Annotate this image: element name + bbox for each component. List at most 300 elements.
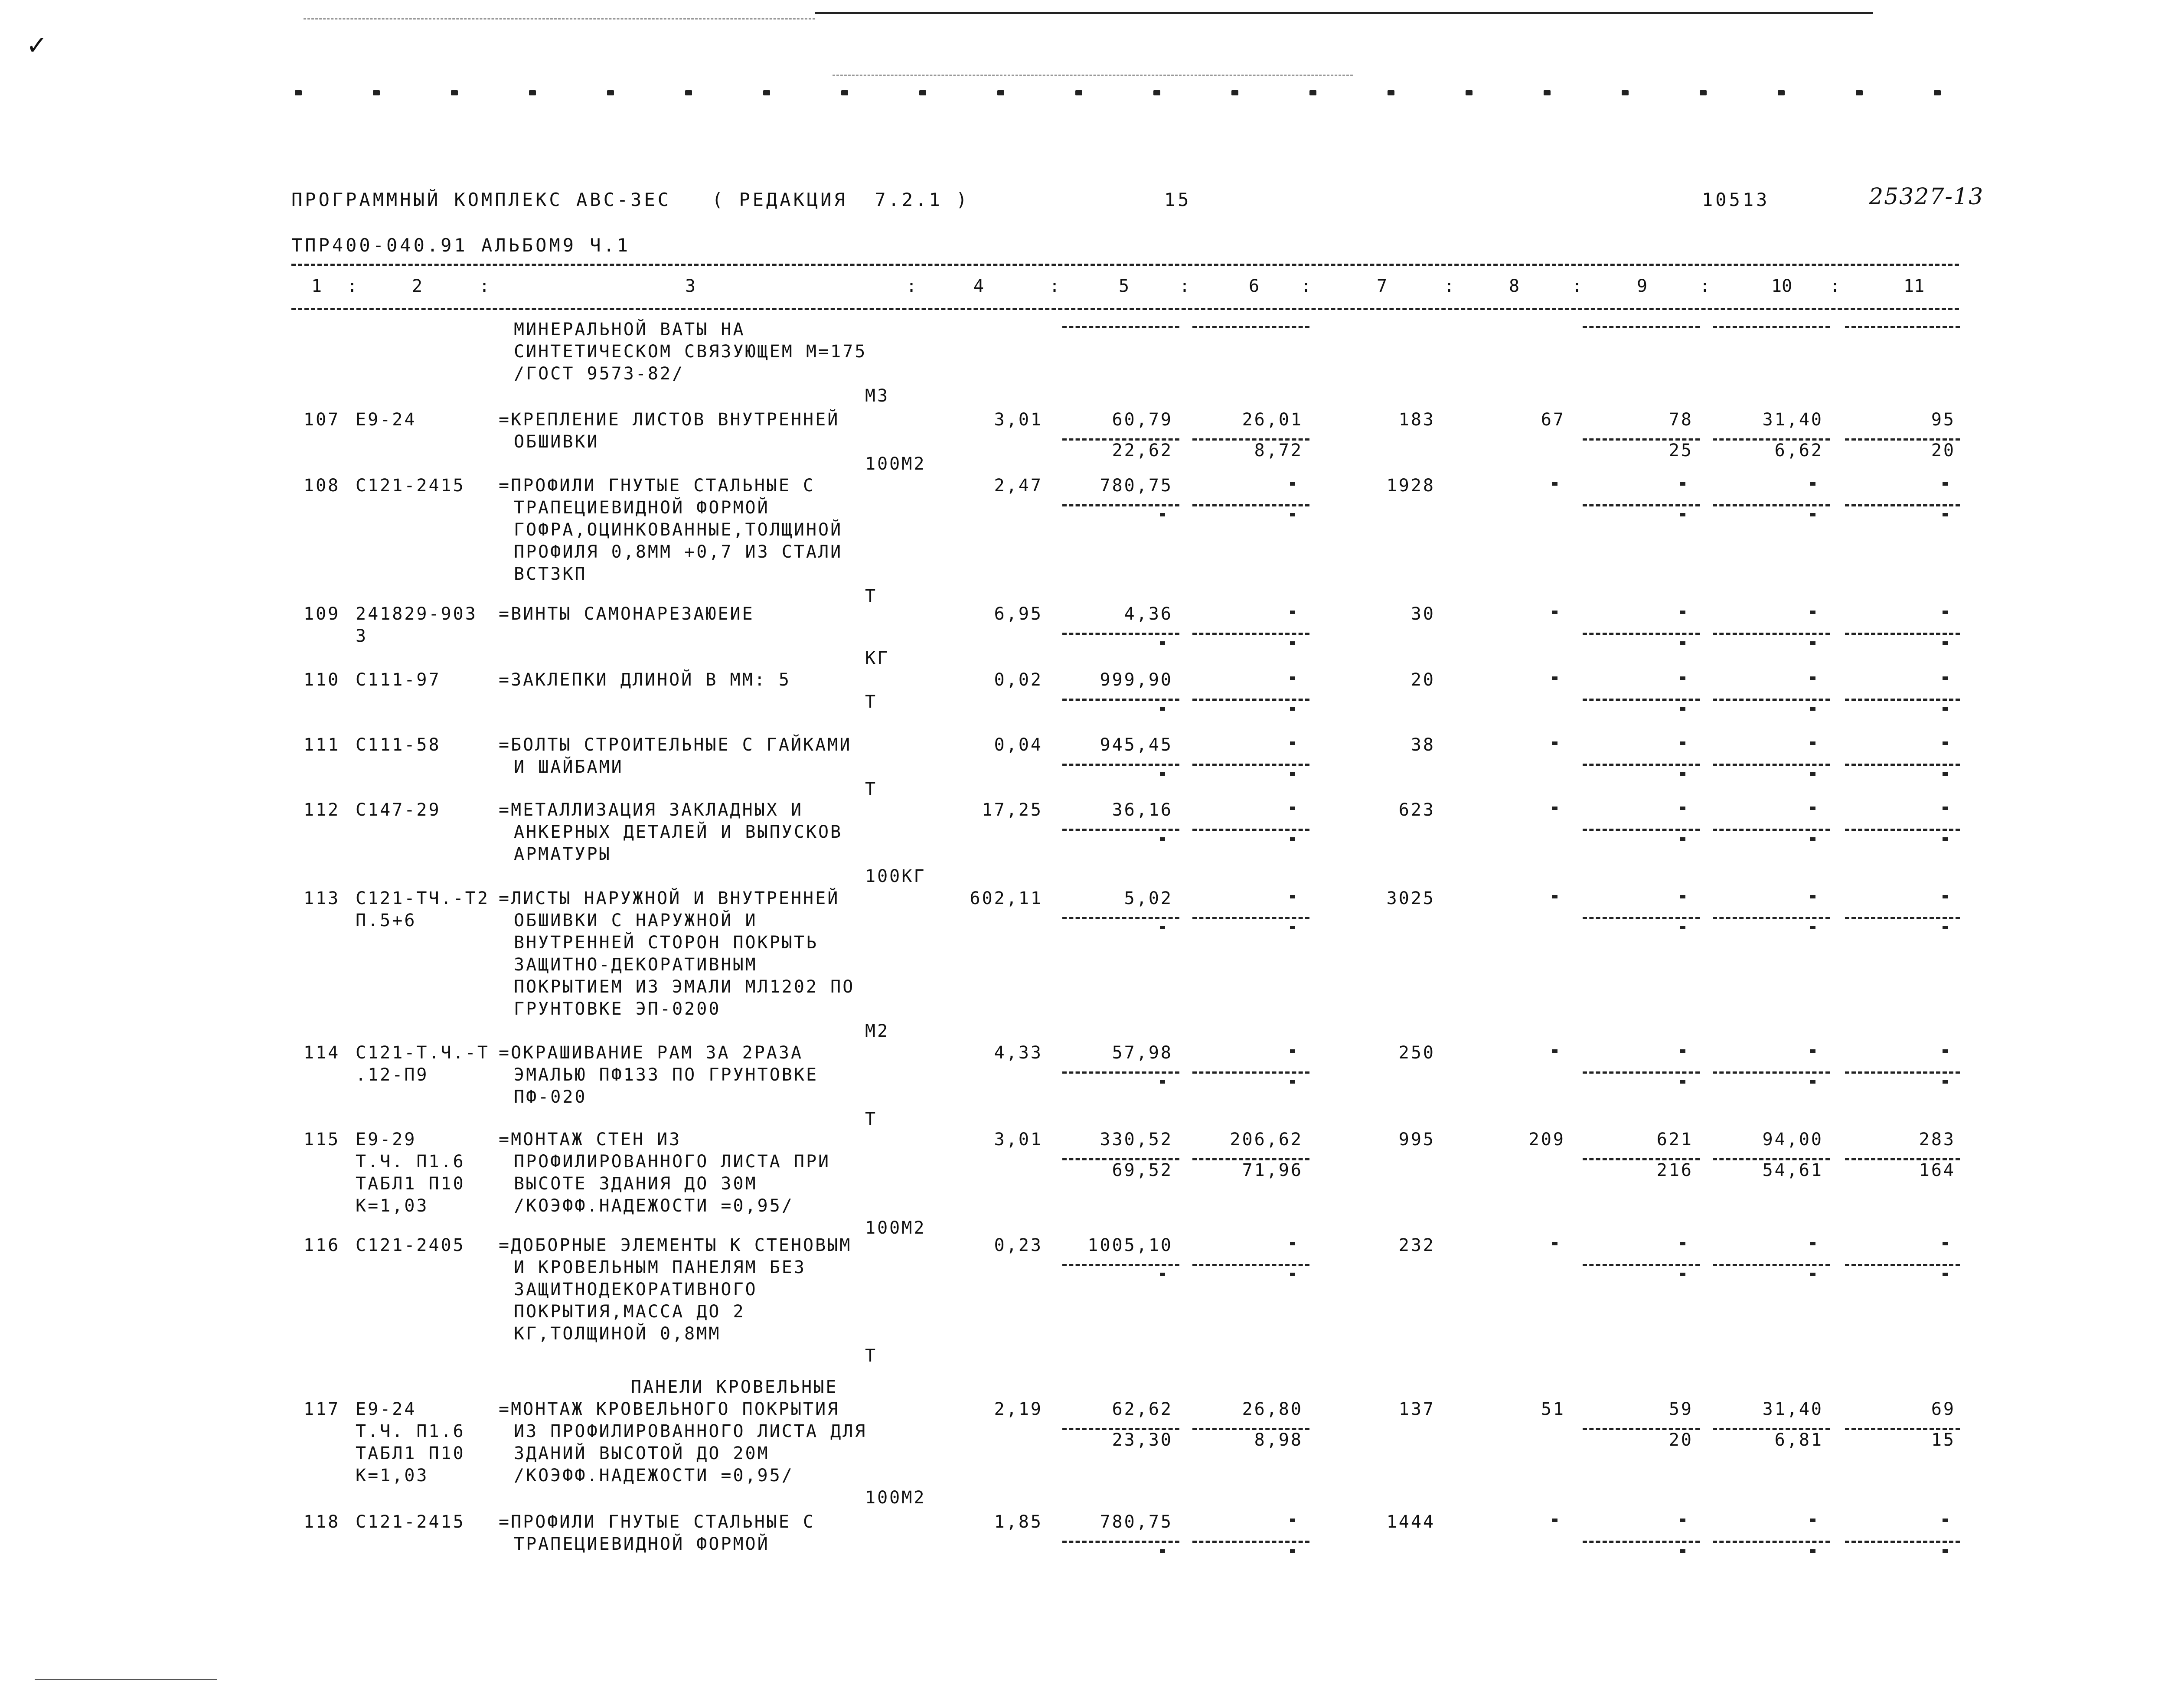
work-description: /ГОСТ 9573-82/ bbox=[514, 364, 685, 384]
empty-value-mark bbox=[1810, 513, 1815, 516]
value-col-c6b: 8,72 bbox=[1254, 441, 1303, 460]
empty-value-mark bbox=[1290, 895, 1295, 898]
row-number: 108 bbox=[304, 476, 340, 496]
work-description: ЗАЩИТНО-ДЕКОРАТИВНЫМ bbox=[514, 955, 757, 975]
value-col-qty: 3,01 bbox=[994, 1130, 1043, 1150]
value-col-c9: 621 bbox=[1656, 1130, 1693, 1150]
empty-value-mark bbox=[1290, 1049, 1295, 1053]
column-header-3: 3 bbox=[685, 276, 696, 296]
empty-value-mark bbox=[1552, 1049, 1557, 1053]
empty-value-mark bbox=[1810, 837, 1815, 841]
work-description: И КРОВЕЛЬНЫМ ПАНЕЛЯМ БЕЗ bbox=[514, 1257, 806, 1277]
norm-code: К=1,03 bbox=[356, 1196, 429, 1216]
work-description: ПРОФИЛЯ 0,8ММ +0,7 ИЗ СТАЛИ bbox=[514, 542, 843, 562]
subtotal-rule bbox=[1845, 699, 1960, 701]
empty-value-mark bbox=[1680, 807, 1685, 810]
value-col-c5: 62,62 bbox=[1112, 1399, 1173, 1419]
subtotal-rule bbox=[1713, 1541, 1830, 1543]
norm-code: ТАБЛ1 П10 bbox=[356, 1174, 465, 1194]
column-header-5: 5 bbox=[1119, 276, 1130, 296]
empty-value-mark bbox=[1552, 1519, 1557, 1522]
subtotal-rule bbox=[1713, 829, 1830, 831]
empty-value-mark bbox=[1810, 1519, 1815, 1522]
empty-value-mark bbox=[1943, 772, 1948, 776]
value-col-qty: 4,33 bbox=[994, 1043, 1043, 1063]
value-col-c9: 59 bbox=[1668, 1399, 1693, 1419]
column-separator: : bbox=[479, 276, 490, 296]
row-number: 114 bbox=[304, 1043, 340, 1063]
subtotal-rule bbox=[1062, 829, 1179, 831]
value-col-c10: 94,00 bbox=[1762, 1130, 1823, 1150]
empty-value-mark bbox=[1680, 895, 1685, 898]
subtotal-rule bbox=[1192, 829, 1309, 831]
subtotal-rule bbox=[1062, 917, 1179, 919]
value-col-c11: 69 bbox=[1931, 1399, 1956, 1419]
empty-value-mark bbox=[1290, 611, 1295, 614]
value-col-qty: 1,85 bbox=[994, 1512, 1043, 1532]
row-number: 116 bbox=[304, 1235, 340, 1255]
empty-value-mark bbox=[1290, 772, 1295, 776]
work-description: И ШАЙБАМИ bbox=[514, 757, 624, 777]
subtotal-rule bbox=[1845, 764, 1960, 766]
value-col-c10b: 6,62 bbox=[1774, 441, 1823, 460]
value-col-c9b: 20 bbox=[1668, 1430, 1693, 1450]
work-description: =ПРОФИЛИ ГНУТЫЕ СТАЛЬНЫЕ С bbox=[499, 476, 816, 496]
subtotal-rule bbox=[1192, 764, 1309, 766]
empty-value-mark bbox=[1810, 895, 1815, 898]
empty-value-mark bbox=[1680, 741, 1685, 745]
subtotal-rule bbox=[1713, 504, 1830, 506]
norm-code: Т.Ч. П1.6 bbox=[356, 1152, 465, 1172]
row-number: 112 bbox=[304, 800, 340, 820]
row-number: 117 bbox=[304, 1399, 340, 1419]
subtotal-rule bbox=[1583, 699, 1700, 701]
subtotal-rule bbox=[1062, 326, 1179, 328]
norm-code: Е9-24 bbox=[356, 410, 417, 430]
column-header-1: 1 bbox=[311, 276, 322, 296]
work-description: ВЫСОТЕ ЗДАНИЯ ДО 30М bbox=[514, 1174, 757, 1194]
work-description: ЭМАЛЬЮ ПФ133 ПО ГРУНТОВКЕ bbox=[514, 1065, 819, 1085]
work-description: =КРЕПЛЕНИЕ ЛИСТОВ ВНУТРЕННЕЙ bbox=[499, 410, 840, 430]
subtotal-rule bbox=[1845, 1071, 1960, 1074]
empty-value-mark bbox=[1680, 1519, 1685, 1522]
row-number: 110 bbox=[304, 670, 340, 690]
empty-value-mark bbox=[1290, 513, 1295, 516]
work-description: =ЛИСТЫ НАРУЖНОЙ И ВНУТРЕННЕЙ bbox=[499, 888, 840, 908]
work-description: =ДОБОРНЫЕ ЭЛЕМЕНТЫ К СТЕНОВЫМ bbox=[499, 1235, 852, 1255]
empty-value-mark bbox=[1160, 707, 1165, 711]
faint-rule-2 bbox=[833, 75, 1353, 76]
subtotal-rule bbox=[1713, 699, 1830, 701]
column-header-8: 8 bbox=[1509, 276, 1520, 296]
empty-value-mark bbox=[1810, 611, 1815, 614]
unit-of-measure: 100М2 bbox=[865, 1488, 926, 1508]
album-title: ТПР400-040.91 АЛЬБОМ9 Ч.1 bbox=[291, 235, 631, 256]
subtotal-rule bbox=[1583, 1264, 1700, 1266]
norm-code: С121-2405 bbox=[356, 1235, 465, 1255]
norm-code: .12-П9 bbox=[356, 1065, 429, 1085]
document-code: 10513 bbox=[1702, 189, 1770, 210]
empty-value-mark bbox=[1290, 482, 1295, 486]
value-col-c5: 60,79 bbox=[1112, 410, 1173, 430]
unit-of-measure: КГ bbox=[865, 648, 890, 668]
value-col-c11b: 164 bbox=[1919, 1160, 1956, 1180]
work-description: ЗДАНИЙ ВЫСОТОЙ ДО 20М bbox=[514, 1443, 770, 1463]
work-description: ПОКРЫТИЯ,МАССА ДО 2 bbox=[514, 1302, 745, 1322]
value-col-qty: 0,02 bbox=[994, 670, 1043, 690]
column-separator: : bbox=[1572, 276, 1583, 296]
table-rule-top bbox=[291, 264, 1959, 266]
value-col-qty: 3,01 bbox=[994, 410, 1043, 430]
norm-code: Т.Ч. П1.6 bbox=[356, 1421, 465, 1441]
norm-code: П.5+6 bbox=[356, 911, 417, 931]
value-col-c5: 780,75 bbox=[1100, 1512, 1173, 1532]
subtotal-rule bbox=[1713, 917, 1830, 919]
row-number: 115 bbox=[304, 1130, 340, 1150]
value-col-c8: 67 bbox=[1541, 410, 1565, 430]
subtotal-rule bbox=[1192, 633, 1309, 635]
column-header-4: 4 bbox=[973, 276, 984, 296]
subtotal-rule bbox=[1192, 1541, 1309, 1543]
subtotal-rule bbox=[1713, 1264, 1830, 1266]
empty-value-mark bbox=[1680, 1080, 1685, 1084]
value-col-c7: 183 bbox=[1398, 410, 1435, 430]
work-description: СИНТЕТИЧЕСКОМ СВЯЗУЮЩЕМ М=175 bbox=[514, 342, 867, 362]
empty-value-mark bbox=[1943, 513, 1948, 516]
empty-value-mark bbox=[1943, 926, 1948, 929]
value-col-c7: 1444 bbox=[1386, 1512, 1435, 1532]
subtotal-rule bbox=[1583, 1071, 1700, 1074]
subtotal-rule bbox=[1583, 764, 1700, 766]
value-col-c10b: 6,81 bbox=[1774, 1430, 1823, 1450]
subtotal-rule bbox=[1845, 633, 1960, 635]
empty-value-mark bbox=[1943, 707, 1948, 711]
subtotal-rule bbox=[1062, 1541, 1179, 1543]
empty-value-mark bbox=[1290, 1519, 1295, 1522]
value-col-c7: 250 bbox=[1398, 1043, 1435, 1063]
empty-value-mark bbox=[1160, 837, 1165, 841]
value-col-c7: 30 bbox=[1411, 604, 1435, 624]
empty-value-mark bbox=[1680, 772, 1685, 776]
work-description: МИНЕРАЛЬНОЙ ВАТЫ НА bbox=[514, 320, 745, 340]
value-col-c11: 95 bbox=[1931, 410, 1956, 430]
empty-value-mark bbox=[1552, 1242, 1557, 1245]
subtotal-rule bbox=[1845, 1541, 1960, 1543]
subtotal-rule bbox=[1583, 829, 1700, 831]
empty-value-mark bbox=[1810, 1242, 1815, 1245]
empty-value-mark bbox=[1810, 676, 1815, 680]
value-col-c10b: 54,61 bbox=[1762, 1160, 1823, 1180]
empty-value-mark bbox=[1290, 926, 1295, 929]
subtotal-rule bbox=[1583, 326, 1700, 328]
value-col-c5: 945,45 bbox=[1100, 735, 1173, 755]
work-description: ВСТ3КП bbox=[514, 564, 587, 584]
empty-value-mark bbox=[1290, 1549, 1295, 1553]
empty-value-mark bbox=[1943, 482, 1948, 486]
value-col-c5: 1005,10 bbox=[1087, 1235, 1173, 1255]
work-description: ТРАПЕЦИЕВИДНОЙ ФОРМОЙ bbox=[514, 498, 770, 518]
value-col-c11: 283 bbox=[1919, 1130, 1956, 1150]
empty-value-mark bbox=[1552, 807, 1557, 810]
empty-value-mark bbox=[1943, 611, 1948, 614]
empty-value-mark bbox=[1943, 1242, 1948, 1245]
column-separator: : bbox=[906, 276, 917, 296]
norm-code: К=1,03 bbox=[356, 1466, 429, 1486]
empty-value-mark bbox=[1810, 707, 1815, 711]
work-description: АНКЕРНЫХ ДЕТАЛЕЙ И ВЫПУСКОВ bbox=[514, 822, 843, 842]
value-col-c7: 3025 bbox=[1386, 888, 1435, 908]
work-description: /КОЭФФ.НАДЕЖОСТИ =0,95/ bbox=[514, 1466, 794, 1486]
value-col-qty: 2,47 bbox=[994, 476, 1043, 496]
norm-code: С121-2415 bbox=[356, 1512, 465, 1532]
norm-code: Е9-29 bbox=[356, 1130, 417, 1150]
value-col-c6b: 8,98 bbox=[1254, 1430, 1303, 1450]
section-heading: ПАНЕЛИ КРОВЕЛЬНЫЕ bbox=[631, 1377, 838, 1397]
row-number: 109 bbox=[304, 604, 340, 624]
column-header-10: 10 bbox=[1771, 276, 1793, 296]
subtotal-rule bbox=[1062, 504, 1179, 506]
norm-code: С121-ТЧ.-Т2 bbox=[356, 888, 490, 908]
empty-value-mark bbox=[1810, 1080, 1815, 1084]
empty-value-mark bbox=[1552, 676, 1557, 680]
work-description: ВНУТРЕННЕЙ СТОРОН ПОКРЫТЬ bbox=[514, 933, 819, 953]
row-number: 113 bbox=[304, 888, 340, 908]
norm-code: С111-97 bbox=[356, 670, 441, 690]
subtotal-rule bbox=[1192, 917, 1309, 919]
column-separator: : bbox=[1179, 276, 1190, 296]
subtotal-rule bbox=[1845, 326, 1960, 328]
work-description: ИЗ ПРОФИЛИРОВАННОГО ЛИСТА ДЛЯ bbox=[514, 1421, 867, 1441]
empty-value-mark bbox=[1680, 676, 1685, 680]
norm-code: Е9-24 bbox=[356, 1399, 417, 1419]
empty-value-mark bbox=[1680, 837, 1685, 841]
value-col-c5b: 23,30 bbox=[1112, 1430, 1173, 1450]
unit-of-measure: М2 bbox=[865, 1021, 890, 1041]
work-description: ОБШИВКИ bbox=[514, 432, 599, 452]
empty-value-mark bbox=[1552, 611, 1557, 614]
subtotal-rule bbox=[1845, 829, 1960, 831]
bottom-rule bbox=[35, 1679, 217, 1680]
empty-value-mark bbox=[1680, 1549, 1685, 1553]
empty-value-mark bbox=[1160, 1080, 1165, 1084]
unit-of-measure: М3 bbox=[865, 386, 890, 406]
value-col-c7: 623 bbox=[1398, 800, 1435, 820]
empty-value-mark bbox=[1680, 707, 1685, 711]
column-header-9: 9 bbox=[1637, 276, 1648, 296]
subtotal-rule bbox=[1062, 633, 1179, 635]
empty-value-mark bbox=[1160, 1273, 1165, 1276]
unit-of-measure: Т bbox=[865, 1109, 878, 1129]
value-col-c7: 995 bbox=[1398, 1130, 1435, 1150]
empty-value-mark bbox=[1552, 895, 1557, 898]
unit-of-measure: Т bbox=[865, 692, 878, 712]
value-col-c9: 78 bbox=[1668, 410, 1693, 430]
subtotal-rule bbox=[1192, 1264, 1309, 1266]
column-separator: : bbox=[1049, 276, 1060, 296]
row-number: 111 bbox=[304, 735, 340, 755]
value-col-c10: 31,40 bbox=[1762, 1399, 1823, 1419]
column-separator: : bbox=[1830, 276, 1841, 296]
empty-value-mark bbox=[1943, 895, 1948, 898]
work-description: ПРОФИЛИРОВАННОГО ЛИСТА ПРИ bbox=[514, 1152, 831, 1172]
empty-value-mark bbox=[1290, 741, 1295, 745]
work-description: =МОНТАЖ КРОВЕЛЬНОГО ПОКРЫТИЯ bbox=[499, 1399, 840, 1419]
work-description: =ЗАКЛЕПКИ ДЛИНОЙ В ММ: 5 bbox=[499, 670, 791, 690]
value-col-c6b: 71,96 bbox=[1242, 1160, 1303, 1180]
empty-value-mark bbox=[1160, 641, 1165, 645]
column-header-7: 7 bbox=[1377, 276, 1388, 296]
empty-value-mark bbox=[1810, 926, 1815, 929]
value-col-c7: 20 bbox=[1411, 670, 1435, 690]
empty-value-mark bbox=[1290, 1242, 1295, 1245]
work-description: =ОКРАШИВАНИЕ РАМ ЗА 2РАЗА bbox=[499, 1043, 803, 1063]
work-description: ОБШИВКИ С НАРУЖНОЙ И bbox=[514, 911, 757, 931]
norm-code: 3 bbox=[356, 626, 368, 646]
value-col-c5: 4,36 bbox=[1124, 604, 1173, 624]
value-col-c8: 51 bbox=[1541, 1399, 1565, 1419]
empty-value-mark bbox=[1810, 1273, 1815, 1276]
table-rule-header bbox=[291, 308, 1959, 310]
empty-value-mark bbox=[1943, 641, 1948, 645]
value-col-c11b: 20 bbox=[1931, 441, 1956, 460]
subtotal-rule bbox=[1192, 1071, 1309, 1074]
value-col-c5b: 22,62 bbox=[1112, 441, 1173, 460]
subtotal-rule bbox=[1062, 699, 1179, 701]
unit-of-measure: 100М2 bbox=[865, 1218, 926, 1238]
work-description: КГ,ТОЛЩИНОЙ 0,8ММ bbox=[514, 1324, 721, 1344]
norm-code: 241829-903 bbox=[356, 604, 477, 624]
empty-value-mark bbox=[1680, 926, 1685, 929]
empty-value-mark bbox=[1290, 807, 1295, 810]
value-col-c5: 999,90 bbox=[1100, 670, 1173, 690]
empty-value-mark bbox=[1552, 482, 1557, 486]
work-description: =МОНТАЖ СТЕН ИЗ bbox=[499, 1130, 682, 1150]
subtotal-rule bbox=[1713, 1071, 1830, 1074]
empty-value-mark bbox=[1810, 807, 1815, 810]
empty-value-mark bbox=[1810, 741, 1815, 745]
empty-value-mark bbox=[1943, 676, 1948, 680]
norm-code: С121-2415 bbox=[356, 476, 465, 496]
empty-value-mark bbox=[1810, 772, 1815, 776]
value-col-qty: 0,23 bbox=[994, 1235, 1043, 1255]
empty-value-mark bbox=[1943, 1080, 1948, 1084]
column-separator: : bbox=[1700, 276, 1711, 296]
empty-value-mark bbox=[1680, 641, 1685, 645]
work-description: =ВИНТЫ САМОНАРЕЗАЮЕИЕ bbox=[499, 604, 754, 624]
value-col-c11b: 15 bbox=[1931, 1430, 1956, 1450]
subtotal-rule bbox=[1713, 633, 1830, 635]
empty-value-mark bbox=[1943, 741, 1948, 745]
column-separator: : bbox=[347, 276, 358, 296]
value-col-c7: 232 bbox=[1398, 1235, 1435, 1255]
sheet-number: 25327-13 bbox=[1869, 184, 1984, 210]
empty-value-mark bbox=[1290, 641, 1295, 645]
empty-value-mark bbox=[1290, 837, 1295, 841]
norm-code: С147-29 bbox=[356, 800, 441, 820]
empty-value-mark bbox=[1943, 837, 1948, 841]
value-col-qty: 17,25 bbox=[982, 800, 1043, 820]
value-col-qty: 602,11 bbox=[970, 888, 1043, 908]
norm-code: С121-Т.Ч.-Т bbox=[356, 1043, 490, 1063]
row-number: 107 bbox=[304, 410, 340, 430]
value-col-c5: 330,52 bbox=[1100, 1130, 1173, 1150]
empty-value-mark bbox=[1680, 482, 1685, 486]
value-col-qty: 0,04 bbox=[994, 735, 1043, 755]
empty-value-mark bbox=[1160, 772, 1165, 776]
value-col-qty: 2,19 bbox=[994, 1399, 1043, 1419]
work-description: =БОЛТЫ СТРОИТЕЛЬНЫЕ С ГАЙКАМИ bbox=[499, 735, 852, 755]
subtotal-rule bbox=[1583, 633, 1700, 635]
empty-value-mark bbox=[1810, 1549, 1815, 1553]
empty-value-mark bbox=[1943, 1049, 1948, 1053]
value-col-c6: 26,01 bbox=[1242, 410, 1303, 430]
value-col-c5b: 69,52 bbox=[1112, 1160, 1173, 1180]
empty-value-mark bbox=[1943, 1273, 1948, 1276]
unit-of-measure: 100М2 bbox=[865, 454, 926, 474]
work-description: =ПРОФИЛИ ГНУТЫЕ СТАЛЬНЫЕ С bbox=[499, 1512, 816, 1532]
top-faint-rule bbox=[304, 18, 815, 20]
empty-value-mark bbox=[1552, 741, 1557, 745]
work-description: ПОКРЫТИЕМ ИЗ ЭМАЛИ МЛ1202 ПО bbox=[514, 977, 855, 997]
empty-value-mark bbox=[1680, 1242, 1685, 1245]
value-col-qty: 6,95 bbox=[994, 604, 1043, 624]
column-header-2: 2 bbox=[412, 276, 423, 296]
subtotal-rule bbox=[1583, 1541, 1700, 1543]
value-col-c9b: 216 bbox=[1656, 1160, 1693, 1180]
empty-value-mark bbox=[1680, 1273, 1685, 1276]
value-col-c10: 31,40 bbox=[1762, 410, 1823, 430]
empty-value-mark bbox=[1810, 1049, 1815, 1053]
subtotal-rule bbox=[1192, 326, 1309, 328]
subtotal-rule bbox=[1583, 504, 1700, 506]
empty-value-mark bbox=[1290, 1080, 1295, 1084]
subtotal-rule bbox=[1845, 917, 1960, 919]
subtotal-rule bbox=[1713, 326, 1830, 328]
value-col-c9b: 25 bbox=[1668, 441, 1693, 460]
column-header-6: 6 bbox=[1249, 276, 1260, 296]
value-col-c6: 26,80 bbox=[1242, 1399, 1303, 1419]
column-separator: : bbox=[1444, 276, 1455, 296]
empty-value-mark bbox=[1943, 1549, 1948, 1553]
subtotal-rule bbox=[1062, 1264, 1179, 1266]
work-description: =МЕТАЛЛИЗАЦИЯ ЗАКЛАДНЫХ И bbox=[499, 800, 803, 820]
unit-of-measure: Т bbox=[865, 586, 878, 606]
value-col-c7: 1928 bbox=[1386, 476, 1435, 496]
work-description: ТРАПЕЦИЕВИДНОЙ ФОРМОЙ bbox=[514, 1534, 770, 1554]
page-number: 15 bbox=[1164, 189, 1192, 210]
value-col-c6: 206,62 bbox=[1230, 1130, 1303, 1150]
subtotal-rule bbox=[1062, 1071, 1179, 1074]
work-description: /КОЭФФ.НАДЕЖОСТИ =0,95/ bbox=[514, 1196, 794, 1216]
work-description: ГОФРА,ОЦИНКОВАННЫЕ,ТОЛЩИНОЙ bbox=[514, 520, 843, 540]
empty-value-mark bbox=[1943, 807, 1948, 810]
empty-value-mark bbox=[1160, 513, 1165, 516]
work-description: ГРУНТОВКЕ ЭП-0200 bbox=[514, 999, 721, 1019]
value-col-c7: 38 bbox=[1411, 735, 1435, 755]
corner-check-mark: ✓ bbox=[26, 30, 48, 61]
empty-value-mark bbox=[1160, 926, 1165, 929]
empty-value-mark bbox=[1290, 707, 1295, 711]
value-col-c5: 36,16 bbox=[1112, 800, 1173, 820]
empty-value-mark bbox=[1943, 1519, 1948, 1522]
empty-value-mark bbox=[1680, 513, 1685, 516]
norm-code: С111-58 bbox=[356, 735, 441, 755]
subtotal-rule bbox=[1845, 1264, 1960, 1266]
empty-value-mark bbox=[1680, 1049, 1685, 1053]
value-col-c5: 780,75 bbox=[1100, 476, 1173, 496]
subtotal-rule bbox=[1845, 504, 1960, 506]
empty-value-mark bbox=[1680, 611, 1685, 614]
